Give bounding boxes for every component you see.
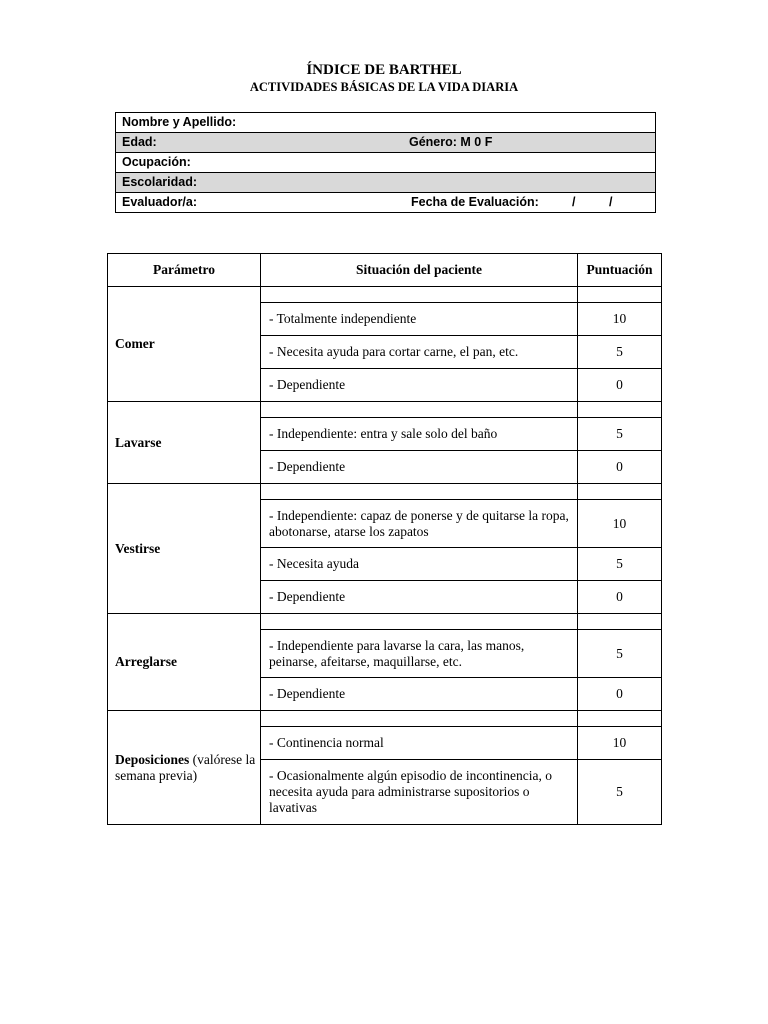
option-score: 10 [578,303,662,336]
option-text: - Dependiente [261,678,578,711]
occupation-label: Ocupación: [122,155,191,169]
table-header-row [108,254,662,287]
table-row [108,711,662,727]
option-score: 5 [578,630,662,678]
option-text: - Necesita ayuda [261,548,578,581]
barthel-table [107,253,662,825]
education-label: Escolaridad: [122,175,198,189]
option-text: - Dependiente [261,581,578,614]
param-cell [108,614,261,711]
option-score: 5 [578,336,662,369]
evaluator-label: Evaluador/a: [122,195,198,209]
param-name: Vestirse [115,540,161,556]
gender-label: Género: M 0 F [409,135,493,149]
param-note: (valórese la semana previa) [115,751,256,783]
eval-date-label: Fecha de Evaluación: [411,195,539,209]
option-text: - Independiente: capaz de ponerse y de quitarse la ropa, abotonarse, atarse los zapatos [261,500,578,548]
situation-header: Situación del paciente [261,254,578,287]
option-text: - Independiente para lavarse la cara, las manos, peinarse, afeitarse, maquillarse, etc. [261,630,578,678]
score-header: Puntuación [578,254,662,287]
table-row [108,402,662,418]
option-score: 10 [578,727,662,760]
table-row [108,484,662,500]
form-title: ÍNDICE DE BARTHEL [306,62,462,78]
option-text: - Independiente: entra y sale solo del baño [261,418,578,451]
option-score: 5 [578,548,662,581]
option-score: 5 [578,418,662,451]
param-name: Deposiciones [115,751,190,767]
option-text: - Totalmente independiente [261,303,578,336]
evaluator-row [116,193,655,212]
form-subtitle: ACTIVIDADES BÁSICAS DE LA VIDA DIARIA [249,80,519,94]
table-row [108,614,662,630]
option-text: - Ocasionalmente algún episodio de incontinencia, o necesita ayuda para administrarse supositorios o lavativas [261,760,578,825]
date-separator: / [609,195,613,209]
option-text: - Dependiente [261,451,578,484]
option-score: 0 [578,581,662,614]
param-cell [108,711,261,825]
occupation-row [116,153,655,173]
education-row [116,173,655,193]
patient-info-box [115,112,656,213]
age-label: Edad: [122,135,157,149]
param-name: Lavarse [115,434,162,450]
option-score: 0 [578,678,662,711]
param-name: Comer [115,336,155,351]
name-row [116,113,655,133]
table-row [108,287,662,303]
param-header: Parámetro [108,254,261,287]
name-label: Nombre y Apellido: [122,115,237,129]
param-cell [108,287,261,402]
param-cell [108,484,261,614]
option-score: 0 [578,369,662,402]
option-text: - Necesita ayuda para cortar carne, el pan, etc. [261,336,578,369]
option-score: 10 [578,500,662,548]
age-gender-row [116,133,655,153]
param-cell [108,402,261,484]
date-separator: / [572,195,576,209]
option-text: - Dependiente [261,369,578,402]
param-name: Arreglarse [115,654,177,669]
option-score: 0 [578,451,662,484]
option-score: 5 [578,760,662,825]
option-text: - Continencia normal [261,727,578,760]
